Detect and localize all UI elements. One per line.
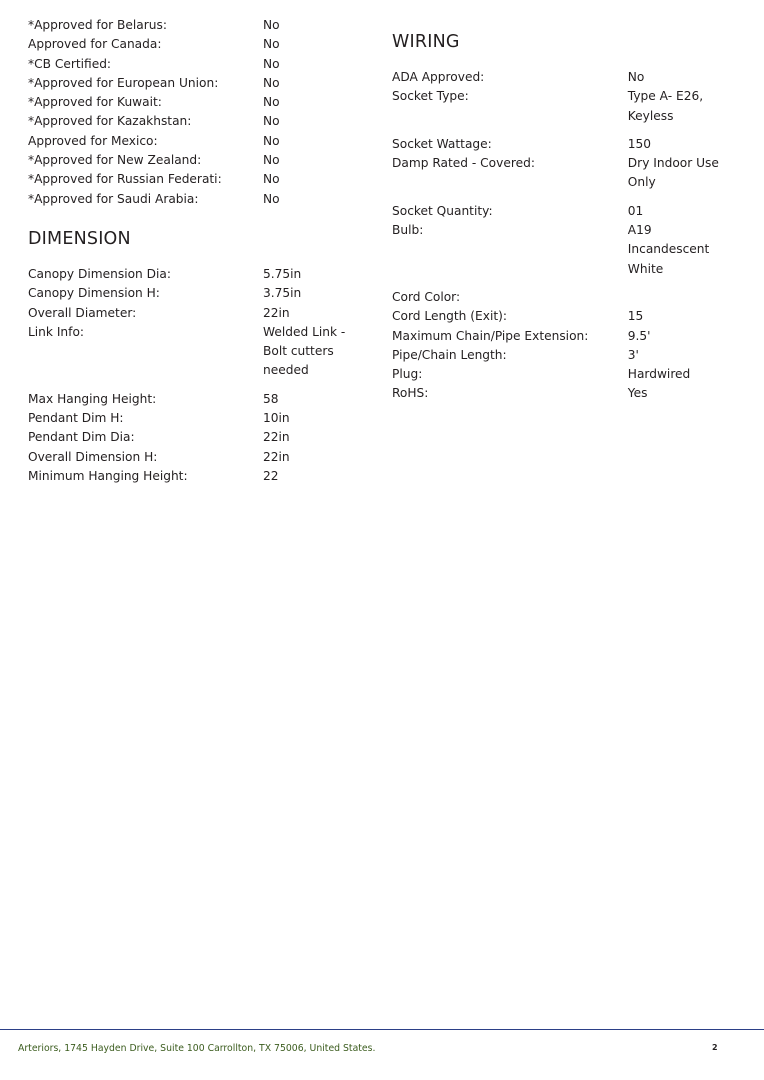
table-row [392,288,732,307]
wiring-spec-table [392,68,732,404]
spec-value: 3' [627,347,639,362]
spec-label: Socket Type: [392,89,469,104]
spec-value: 9.5' [627,328,651,343]
table-row [28,265,368,284]
spec-value: Welded Link - Bolt cutters needed [263,324,346,378]
spec-label: Minimum Hanging Height: [28,468,188,483]
spec-label: Bulb: [392,223,424,238]
footer-page-number: 2 [712,1043,718,1052]
table-spacer-row [392,193,732,202]
table-row [28,74,368,93]
table-row [28,284,368,303]
table-row [28,16,368,35]
spec-label: RoHS: [392,386,429,401]
spec-label: Canopy Dimension Dia: [28,266,171,281]
spec-label: Socket Wattage: [392,136,492,151]
dimension-spec-table [28,265,368,486]
spacer [28,250,368,265]
spec-value: 01 [627,203,644,218]
spec-value: No [263,153,280,168]
spec-value: 5.75in [263,266,302,281]
table-row [28,304,368,323]
spec-label: Plug: [392,367,423,382]
spec-value: 58 [263,391,279,406]
table-spacer-row [392,279,732,288]
table-row [392,221,732,279]
approvals-spec-table [28,16,368,209]
spec-label: Max Hanging Height: [28,391,157,406]
spec-label: Approved for Canada: [28,37,162,52]
spec-value: No [263,133,280,148]
spec-value: Type A- E26, Keyless [627,89,704,123]
table-row [392,384,732,403]
spec-label: Damp Rated - Covered: [392,156,535,171]
spec-label: Link Info: [28,324,85,339]
spec-value: 22in [263,449,290,464]
table-row [392,327,732,346]
table-row [28,93,368,112]
spec-value: 22in [263,305,290,320]
spec-label: Socket Quantity: [392,203,493,218]
footer-divider [0,1029,764,1030]
table-row [28,390,368,409]
table-row [28,323,368,381]
table-row [392,87,732,126]
table-row [28,35,368,54]
table-row [392,68,732,87]
spec-label: *Approved for Saudi Arabia: [28,191,199,206]
spec-label: *Approved for European Union: [28,75,219,90]
spec-value: Dry Indoor Use Only [627,156,719,190]
table-spacer-row [392,126,732,135]
table-row [392,307,732,326]
table-row [392,154,732,193]
spec-label: Pendant Dim H: [28,411,124,426]
spec-value [628,288,732,307]
table-row [392,346,732,365]
table-row [28,170,368,189]
spec-label: Cord Length (Exit): [392,309,507,324]
table-spacer-row [28,381,368,390]
spec-value: No [263,56,280,71]
spec-value: No [263,172,280,187]
spec-label: Overall Dimension H: [28,449,158,464]
spec-value: No [627,70,645,84]
left-column [28,16,368,486]
spec-value: A19 Incandescent White [627,223,710,276]
spacer [392,53,732,68]
table-row [28,190,368,209]
spec-label: *Approved for Kazakhstan: [28,114,192,129]
table-row [392,135,732,154]
table-row [28,112,368,131]
spec-value: 150 [627,136,652,151]
spec-label: Approved for Mexico: [28,133,158,148]
spec-value: 10in [263,411,290,426]
spec-label: *CB Certified: [28,56,112,71]
spec-label: Pipe/Chain Length: [392,347,507,362]
spec-value: Hardwired [627,367,691,382]
spec-value: 22 [263,468,279,483]
spec-label: Maximum Chain/Pipe Extension: [392,328,589,343]
footer-address: Arteriors, 1745 Hayden Drive, Suite 100 Carrollton, TX 75006, United States. [18,1043,376,1054]
spec-label: ADA Approved: [392,70,485,84]
spec-value: No [263,95,280,110]
table-row [28,409,368,428]
spec-label: *Approved for Kuwait: [28,95,162,110]
spec-label: Cord Color: [392,289,461,304]
table-row [392,365,732,384]
table-row [28,448,368,467]
spec-value: 22in [263,430,290,445]
spec-label: Canopy Dimension H: [28,286,160,301]
spec-label: Pendant Dim Dia: [28,430,135,445]
spec-value: 15 [627,309,644,324]
spec-value: No [263,75,280,90]
spec-value: No [263,37,280,52]
spacer [28,209,368,229]
spec-value: Yes [627,386,648,401]
spec-label: *Approved for Russian Federati: [28,172,222,187]
spec-value: 3.75in [263,286,302,301]
spec-value: No [263,114,280,129]
spec-label: Overall Diameter: [28,305,137,320]
table-row [28,467,368,486]
section-title-dimension: DIMENSION [28,228,131,249]
spec-label: *Approved for New Zealand: [28,153,202,168]
spec-value: No [263,191,280,206]
table-row [28,428,368,447]
table-row [28,55,368,74]
right-column [392,32,732,404]
spec-value: No [263,18,280,32]
spec-label: *Approved for Belarus: [28,18,167,32]
table-row [28,132,368,151]
table-row [392,202,732,221]
section-title-wiring: WIRING [392,32,460,52]
table-row [28,151,368,170]
